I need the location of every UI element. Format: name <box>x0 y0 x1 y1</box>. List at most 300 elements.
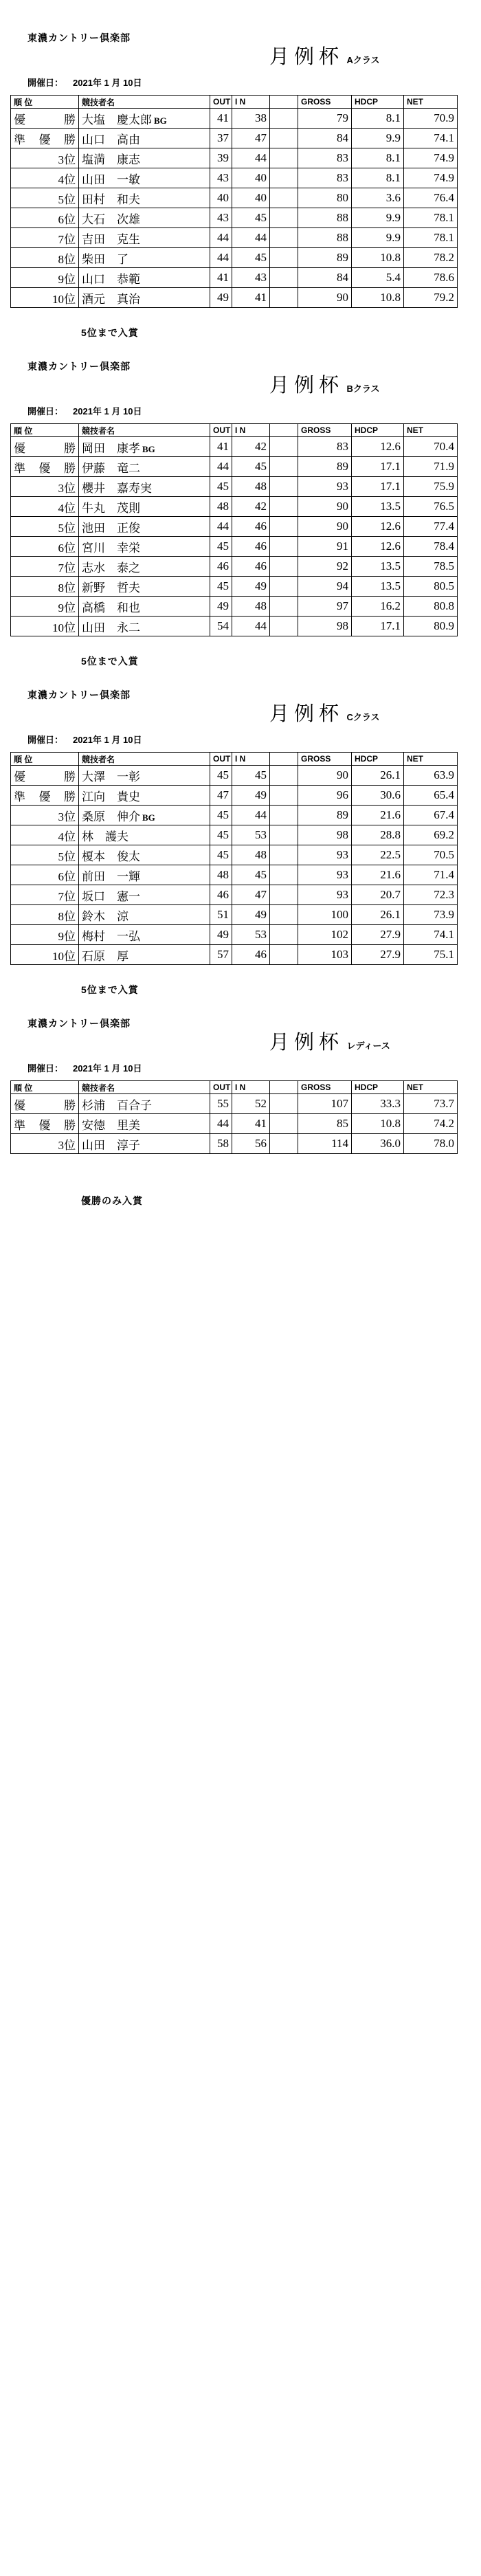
result-row <box>11 109 458 129</box>
event-date <box>27 76 481 89</box>
player-name-cell <box>79 617 210 636</box>
section-ladies <box>0 1017 481 1208</box>
result-row <box>11 557 458 577</box>
in-cell: 46 <box>232 537 270 557</box>
in-cell: 44 <box>232 806 270 825</box>
hdcp-cell: 13.5 <box>352 577 404 597</box>
gross-cell: 91 <box>298 537 352 557</box>
player-name-cell <box>79 457 210 477</box>
hdcp-cell: 3.6 <box>352 188 404 208</box>
club-name: 東濃カントリー倶楽部 <box>27 689 131 700</box>
player-name: 石原 厚 <box>82 949 128 963</box>
out-cell: 43 <box>210 168 232 188</box>
rank-cell: 7位 <box>11 557 79 577</box>
gross-cell: 90 <box>298 766 352 786</box>
rank-cell: 4位 <box>11 497 79 517</box>
gross-cell: 88 <box>298 208 352 228</box>
player-name: 坂口 憲一 <box>82 889 140 903</box>
player-name-cell <box>79 925 210 945</box>
out-cell: 45 <box>210 806 232 825</box>
player-name: 梅村 一弘 <box>82 929 140 943</box>
result-row <box>11 905 458 925</box>
gross-cell: 93 <box>298 865 352 885</box>
prize-note: 5位まで入賞 <box>81 327 139 338</box>
result-row <box>11 268 458 288</box>
hdcp-cell: 12.6 <box>352 437 404 457</box>
player-name-cell <box>79 825 210 845</box>
rank-cell: 優 勝 <box>11 437 79 457</box>
net-cell: 65.4 <box>404 786 458 806</box>
header-rank: 順 位 <box>11 96 79 109</box>
spacer-cell <box>270 228 298 248</box>
player-name: 杉浦 百合子 <box>82 1098 152 1112</box>
hdcp-cell: 16.2 <box>352 597 404 617</box>
result-row <box>11 945 458 965</box>
in-cell: 44 <box>232 228 270 248</box>
out-cell: 41 <box>210 109 232 129</box>
spacer-cell <box>270 945 298 965</box>
table-header-row <box>11 1081 458 1094</box>
in-cell: 49 <box>232 577 270 597</box>
net-cell: 74.1 <box>404 925 458 945</box>
spacer-cell <box>270 537 298 557</box>
net-cell: 70.5 <box>404 845 458 865</box>
spacer-cell <box>270 806 298 825</box>
player-name-cell <box>79 288 210 308</box>
result-row <box>11 497 458 517</box>
header-gross: GROSS <box>298 424 352 437</box>
out-cell: 44 <box>210 228 232 248</box>
in-cell: 49 <box>232 905 270 925</box>
gross-cell: 79 <box>298 109 352 129</box>
net-cell: 63.9 <box>404 766 458 786</box>
cup-title: 月例杯 <box>269 375 344 397</box>
event-date <box>27 733 481 746</box>
net-cell: 78.5 <box>404 557 458 577</box>
header-net: NET <box>404 1081 458 1094</box>
header-net: NET <box>404 753 458 766</box>
player-name: 山田 淳子 <box>82 1138 140 1152</box>
section-title <box>269 1031 481 1058</box>
spacer-cell <box>270 268 298 288</box>
spacer-cell <box>270 1114 298 1134</box>
spacer-cell <box>270 1134 298 1154</box>
spacer-cell <box>270 168 298 188</box>
in-cell: 53 <box>232 825 270 845</box>
hdcp-cell: 27.9 <box>352 925 404 945</box>
in-cell: 41 <box>232 1114 270 1134</box>
in-cell: 40 <box>232 188 270 208</box>
in-cell: 52 <box>232 1094 270 1114</box>
header-player: 競技者名 <box>79 96 210 109</box>
player-name-cell <box>79 557 210 577</box>
rank-cell: 9位 <box>11 925 79 945</box>
net-cell: 80.9 <box>404 617 458 636</box>
gross-cell: 88 <box>298 228 352 248</box>
player-name: 桑原 伸介 <box>82 810 140 823</box>
net-cell: 67.4 <box>404 806 458 825</box>
hdcp-cell: 13.5 <box>352 557 404 577</box>
gross-cell: 94 <box>298 577 352 597</box>
out-cell: 43 <box>210 208 232 228</box>
result-row <box>11 597 458 617</box>
gross-cell: 103 <box>298 945 352 965</box>
in-cell: 45 <box>232 248 270 268</box>
best-gross-badge: BG <box>142 812 155 823</box>
rank-cell: 6位 <box>11 537 79 557</box>
result-row <box>11 129 458 148</box>
player-name-cell <box>79 806 210 825</box>
prize-note: 5位まで入賞 <box>81 984 139 995</box>
date-value: 2021年 1 月 10日 <box>73 406 142 417</box>
result-row <box>11 825 458 845</box>
spacer-cell <box>270 248 298 268</box>
spacer-cell <box>270 457 298 477</box>
gross-cell: 93 <box>298 845 352 865</box>
result-row <box>11 1094 458 1114</box>
player-name: 塩満 康志 <box>82 153 140 166</box>
out-cell: 58 <box>210 1134 232 1154</box>
header-spacer <box>270 1081 298 1094</box>
spacer-cell <box>270 288 298 308</box>
spacer-cell <box>270 1094 298 1114</box>
result-row <box>11 148 458 168</box>
player-name-cell <box>79 517 210 537</box>
hdcp-cell: 17.1 <box>352 457 404 477</box>
player-name-cell <box>79 1134 210 1154</box>
player-name-cell <box>79 248 210 268</box>
rank-cell: 優 勝 <box>11 109 79 129</box>
out-cell: 45 <box>210 766 232 786</box>
player-name-cell <box>79 497 210 517</box>
spacer-cell <box>270 497 298 517</box>
result-row <box>11 885 458 905</box>
hdcp-cell: 26.1 <box>352 905 404 925</box>
result-row <box>11 288 458 308</box>
header-net: NET <box>404 96 458 109</box>
rank-cell: 優 勝 <box>11 1094 79 1114</box>
player-name: 山田 一敏 <box>82 173 140 186</box>
in-cell: 53 <box>232 925 270 945</box>
spacer-cell <box>270 825 298 845</box>
cup-title: 月例杯 <box>269 703 344 725</box>
player-name: 山口 恭範 <box>82 272 140 286</box>
net-cell: 78.2 <box>404 248 458 268</box>
rank-cell: 3位 <box>11 148 79 168</box>
net-cell: 76.5 <box>404 497 458 517</box>
net-cell: 74.9 <box>404 168 458 188</box>
player-name: 江向 貴史 <box>82 790 140 803</box>
result-row <box>11 537 458 557</box>
rank-cell: 7位 <box>11 885 79 905</box>
player-name: 宮川 幸栄 <box>82 541 140 555</box>
player-name-cell <box>79 228 210 248</box>
result-row <box>11 865 458 885</box>
section-b-class <box>0 360 481 668</box>
spacer-cell <box>270 208 298 228</box>
header-in: I N <box>232 96 270 109</box>
player-name-cell <box>79 597 210 617</box>
player-name: 大石 次雄 <box>82 212 140 226</box>
rank-cell: 3位 <box>11 1134 79 1154</box>
rank-cell: 4位 <box>11 168 79 188</box>
spacer-cell <box>270 148 298 168</box>
prize-note: 優勝のみ入賞 <box>81 1195 143 1206</box>
hdcp-cell: 28.8 <box>352 825 404 845</box>
hdcp-cell: 12.6 <box>352 517 404 537</box>
spacer-cell <box>270 786 298 806</box>
date-label: 開催日： <box>27 1063 64 1074</box>
player-name: 大澤 一彰 <box>82 770 140 784</box>
player-name: 安徳 里美 <box>82 1118 140 1132</box>
net-cell: 71.9 <box>404 457 458 477</box>
table-header-row <box>11 424 458 437</box>
player-name-cell <box>79 537 210 557</box>
net-cell: 76.4 <box>404 188 458 208</box>
in-cell: 47 <box>232 129 270 148</box>
header-rank: 順 位 <box>11 753 79 766</box>
header-in: I N <box>232 424 270 437</box>
spacer-cell <box>270 597 298 617</box>
player-name-cell <box>79 577 210 597</box>
hdcp-cell: 21.6 <box>352 806 404 825</box>
player-name: 柴田 了 <box>82 252 128 266</box>
in-cell: 48 <box>232 597 270 617</box>
player-name: 新野 哲夫 <box>82 581 140 595</box>
section-c-class <box>0 689 481 997</box>
player-name: 大塩 慶太郎 <box>82 113 152 126</box>
in-cell: 48 <box>232 477 270 497</box>
spacer-cell <box>270 188 298 208</box>
hdcp-cell: 8.1 <box>352 109 404 129</box>
player-name-cell <box>79 945 210 965</box>
hdcp-cell: 27.9 <box>352 945 404 965</box>
gross-cell: 90 <box>298 497 352 517</box>
gross-cell: 89 <box>298 806 352 825</box>
spacer-cell <box>270 129 298 148</box>
player-name: 吉田 克生 <box>82 232 140 246</box>
header-hdcp: HDCP <box>352 1081 404 1094</box>
header-player: 競技者名 <box>79 1081 210 1094</box>
rank-cell: 8位 <box>11 905 79 925</box>
date-label: 開催日： <box>27 78 64 88</box>
hdcp-cell: 13.5 <box>352 497 404 517</box>
hdcp-cell: 20.7 <box>352 885 404 905</box>
header-out: OUT <box>210 424 232 437</box>
results-table-c <box>10 752 458 965</box>
net-cell: 77.4 <box>404 517 458 537</box>
rank-cell: 6位 <box>11 865 79 885</box>
gross-cell: 93 <box>298 885 352 905</box>
out-cell: 47 <box>210 786 232 806</box>
out-cell: 46 <box>210 557 232 577</box>
player-name-cell <box>79 1114 210 1134</box>
in-cell: 46 <box>232 945 270 965</box>
result-row <box>11 517 458 537</box>
class-label: Aクラス <box>346 55 380 65</box>
gross-cell: 92 <box>298 557 352 577</box>
rank-cell: 8位 <box>11 248 79 268</box>
result-row <box>11 786 458 806</box>
result-row <box>11 168 458 188</box>
gross-cell: 89 <box>298 457 352 477</box>
in-cell: 44 <box>232 617 270 636</box>
player-name-cell <box>79 766 210 786</box>
rank-cell: 9位 <box>11 268 79 288</box>
rank-cell: 4位 <box>11 825 79 845</box>
gross-cell: 80 <box>298 188 352 208</box>
result-row <box>11 617 458 636</box>
section-title <box>269 45 481 72</box>
in-cell: 40 <box>232 168 270 188</box>
result-row <box>11 457 458 477</box>
net-cell: 71.4 <box>404 865 458 885</box>
event-date <box>27 1061 481 1074</box>
in-cell: 47 <box>232 885 270 905</box>
spacer-cell <box>270 437 298 457</box>
in-cell: 44 <box>232 148 270 168</box>
out-cell: 44 <box>210 517 232 537</box>
player-name-cell <box>79 268 210 288</box>
net-cell: 78.4 <box>404 537 458 557</box>
hdcp-cell: 17.1 <box>352 477 404 497</box>
hdcp-cell: 36.0 <box>352 1134 404 1154</box>
hdcp-cell: 5.4 <box>352 268 404 288</box>
spacer-cell <box>270 865 298 885</box>
player-name: 志水 泰之 <box>82 561 140 575</box>
rank-cell: 10位 <box>11 617 79 636</box>
result-row <box>11 1114 458 1134</box>
date-label: 開催日： <box>27 406 64 417</box>
header-in: I N <box>232 1081 270 1094</box>
player-name: 前田 一輝 <box>82 869 140 883</box>
header-out: OUT <box>210 1081 232 1094</box>
header-rank: 順 位 <box>11 1081 79 1094</box>
rank-cell: 3位 <box>11 477 79 497</box>
header-out: OUT <box>210 753 232 766</box>
rank-cell: 7位 <box>11 228 79 248</box>
net-cell: 75.9 <box>404 477 458 497</box>
event-date <box>27 404 481 417</box>
rank-cell: 10位 <box>11 288 79 308</box>
hdcp-cell: 9.9 <box>352 129 404 148</box>
out-cell: 44 <box>210 1114 232 1134</box>
net-cell: 70.9 <box>404 109 458 129</box>
header-gross: GROSS <box>298 1081 352 1094</box>
gross-cell: 100 <box>298 905 352 925</box>
prize-note: 5位まで入賞 <box>81 656 139 667</box>
spacer-cell <box>270 477 298 497</box>
in-cell: 46 <box>232 557 270 577</box>
gross-cell: 84 <box>298 129 352 148</box>
out-cell: 57 <box>210 945 232 965</box>
spacer-cell <box>270 557 298 577</box>
header-spacer <box>270 96 298 109</box>
hdcp-cell: 9.9 <box>352 208 404 228</box>
class-label: Bクラス <box>346 384 380 394</box>
rank-cell: 6位 <box>11 208 79 228</box>
header-out: OUT <box>210 96 232 109</box>
net-cell: 72.3 <box>404 885 458 905</box>
player-name-cell <box>79 109 210 129</box>
hdcp-cell: 17.1 <box>352 617 404 636</box>
hdcp-cell: 22.5 <box>352 845 404 865</box>
best-gross-badge: BG <box>154 115 167 126</box>
rank-cell: 5位 <box>11 188 79 208</box>
out-cell: 45 <box>210 537 232 557</box>
table-header-row <box>11 96 458 109</box>
rank-cell: 準優勝 <box>11 457 79 477</box>
spacer-cell <box>270 517 298 537</box>
result-row <box>11 845 458 865</box>
out-cell: 41 <box>210 268 232 288</box>
out-cell: 44 <box>210 248 232 268</box>
in-cell: 42 <box>232 497 270 517</box>
result-row <box>11 766 458 786</box>
hdcp-cell: 9.9 <box>352 228 404 248</box>
gross-cell: 102 <box>298 925 352 945</box>
out-cell: 54 <box>210 617 232 636</box>
date-label: 開催日： <box>27 735 64 745</box>
hdcp-cell: 30.6 <box>352 786 404 806</box>
out-cell: 45 <box>210 477 232 497</box>
rank-cell: 準優勝 <box>11 786 79 806</box>
rank-cell: 9位 <box>11 597 79 617</box>
rank-cell: 5位 <box>11 517 79 537</box>
out-cell: 51 <box>210 905 232 925</box>
out-cell: 44 <box>210 457 232 477</box>
player-name: 林 護夫 <box>82 830 128 843</box>
results-table-ladies <box>10 1080 458 1154</box>
out-cell: 49 <box>210 288 232 308</box>
rank-cell: 5位 <box>11 845 79 865</box>
hdcp-cell: 10.8 <box>352 1114 404 1134</box>
gross-cell: 98 <box>298 617 352 636</box>
player-name-cell <box>79 168 210 188</box>
player-name: 酒元 真治 <box>82 292 140 306</box>
header-net: NET <box>404 424 458 437</box>
hdcp-cell: 33.3 <box>352 1094 404 1114</box>
player-name-cell <box>79 477 210 497</box>
player-name: 榎本 俊太 <box>82 850 140 863</box>
player-name-cell <box>79 885 210 905</box>
gross-cell: 96 <box>298 786 352 806</box>
player-name: 伊藤 竜二 <box>82 461 140 475</box>
out-cell: 37 <box>210 129 232 148</box>
rank-cell: 10位 <box>11 945 79 965</box>
hdcp-cell: 12.6 <box>352 537 404 557</box>
in-cell: 56 <box>232 1134 270 1154</box>
player-name: 田村 和夫 <box>82 192 140 206</box>
in-cell: 45 <box>232 208 270 228</box>
player-name: 鈴木 涼 <box>82 909 128 923</box>
in-cell: 38 <box>232 109 270 129</box>
gross-cell: 107 <box>298 1094 352 1114</box>
header-spacer <box>270 753 298 766</box>
net-cell: 69.2 <box>404 825 458 845</box>
gross-cell: 114 <box>298 1134 352 1154</box>
player-name-cell <box>79 786 210 806</box>
out-cell: 48 <box>210 865 232 885</box>
date-value: 2021年 1 月 10日 <box>73 1063 142 1074</box>
gross-cell: 83 <box>298 437 352 457</box>
in-cell: 45 <box>232 766 270 786</box>
gross-cell: 90 <box>298 517 352 537</box>
player-name: 池田 正俊 <box>82 521 140 535</box>
out-cell: 41 <box>210 437 232 457</box>
header-player: 競技者名 <box>79 753 210 766</box>
header-rank: 順 位 <box>11 424 79 437</box>
